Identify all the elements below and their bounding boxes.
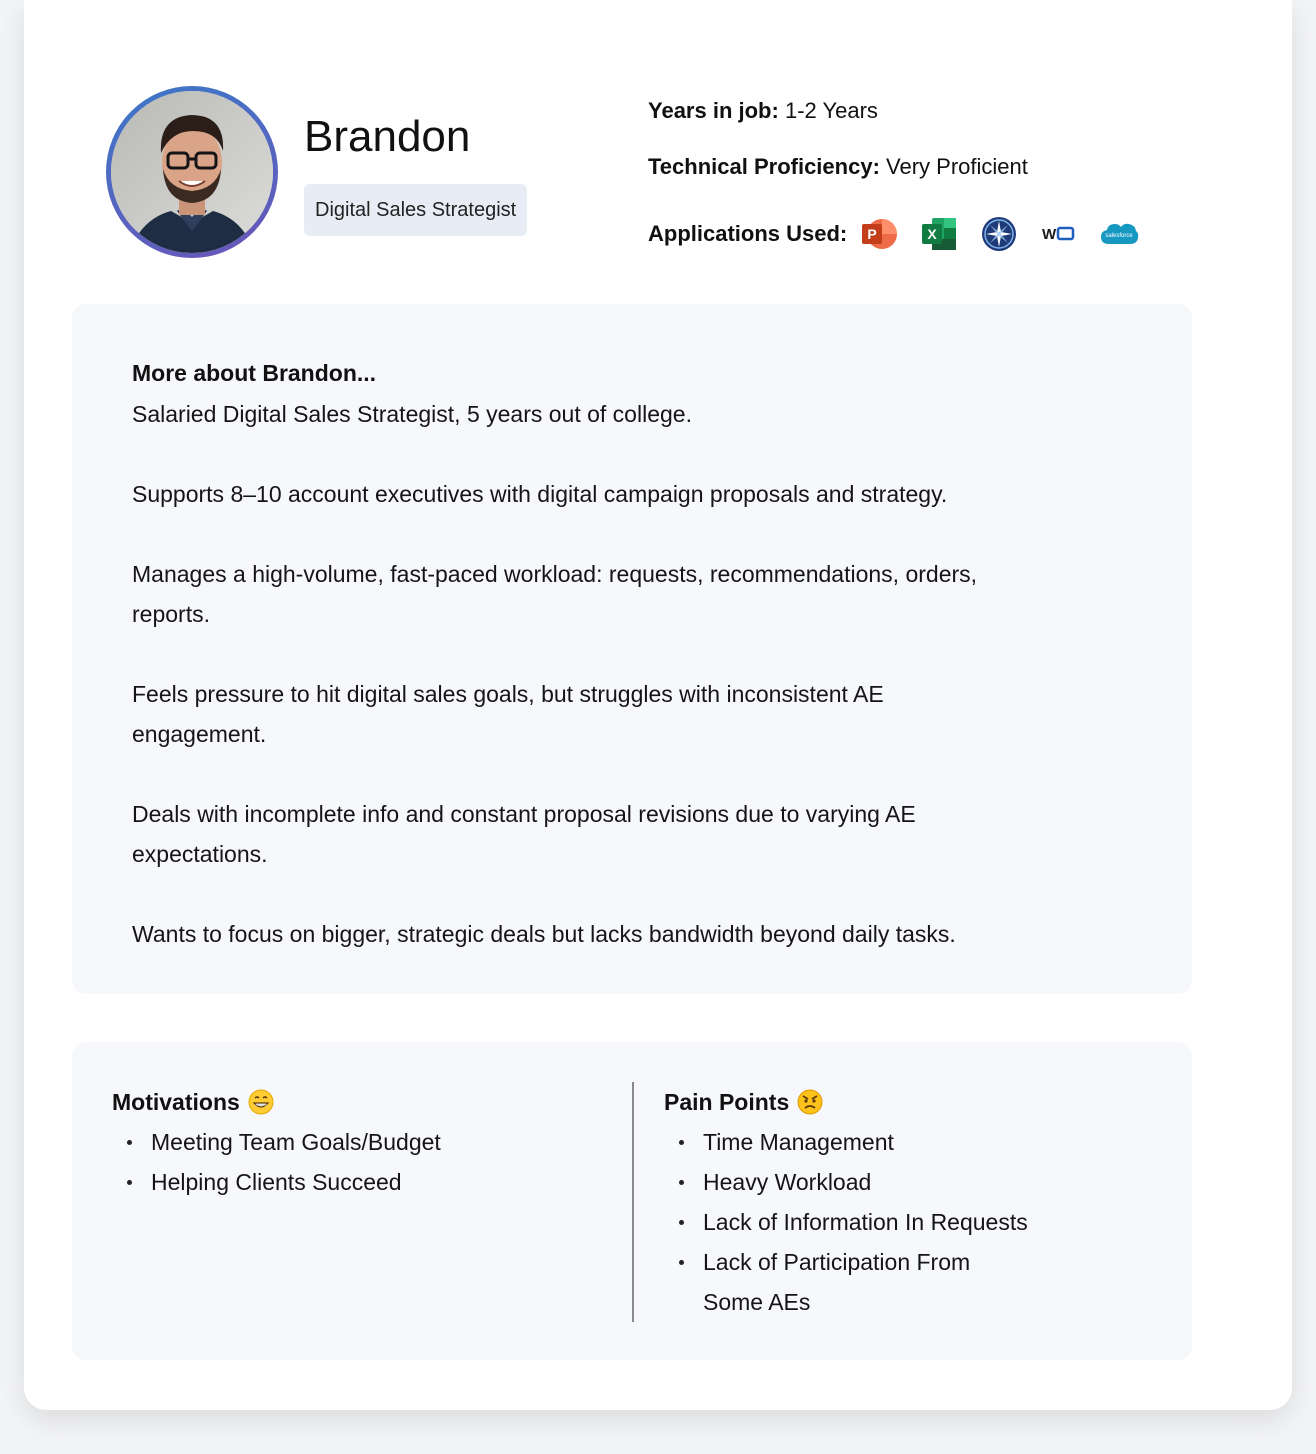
pain-points-list: [664, 1122, 1104, 1322]
list-item: [664, 1122, 1104, 1162]
profile-photo: [111, 91, 273, 253]
apps-label: Applications Used:: [648, 221, 848, 246]
svg-text:X: X: [927, 226, 937, 242]
years-value: 1-2 Years: [784, 98, 878, 123]
compass-star-icon: [979, 214, 1019, 254]
motivations-heading: [112, 1082, 612, 1122]
about-paragraph: Feels pressure to hit digital sales goals, but struggles with inconsistent AE engagement.: [132, 681, 884, 747]
proficiency-value: Very Proficient: [886, 154, 1028, 179]
svg-text:W: W: [1042, 226, 1057, 243]
proficiency-label: Technical Proficiency:: [648, 154, 880, 179]
svg-text:P: P: [867, 226, 877, 242]
about-text: [132, 394, 1132, 954]
bullet-icon: [127, 1180, 132, 1185]
years-in-job: [648, 98, 878, 124]
pain-point-text: Lack of Information In Requests: [703, 1209, 1028, 1235]
bullet-icon: [679, 1180, 684, 1185]
bullet-icon: [127, 1140, 132, 1145]
about-title: More about Brandon...: [132, 360, 377, 386]
pain-point-text: Heavy Workload: [703, 1169, 872, 1195]
about-paragraph: Salaried Digital Sales Strategist, 5 years out of college.: [132, 401, 692, 427]
excel-icon: [919, 214, 959, 254]
applications-used: [648, 214, 1159, 254]
list-item: [664, 1162, 1104, 1202]
svg-text:salesforce: salesforce: [1105, 233, 1133, 239]
pain-points-column: [664, 1082, 1104, 1322]
list-item: [112, 1162, 612, 1202]
bullet-icon: [679, 1220, 684, 1225]
powerpoint-icon: [859, 214, 899, 254]
column-divider: [632, 1082, 634, 1322]
bullet-icon: [679, 1140, 684, 1145]
motivations-pain-points-panel: [72, 1042, 1192, 1360]
list-item: [664, 1242, 1023, 1322]
motivations-column: [112, 1082, 612, 1202]
salesforce-icon: [1099, 214, 1139, 254]
motivation-text: Meeting Team Goals/Budget: [151, 1129, 441, 1155]
motivation-text: Helping Clients Succeed: [151, 1169, 402, 1195]
list-item: [664, 1202, 1104, 1242]
avatar: [106, 86, 278, 258]
about-panel: [72, 304, 1192, 994]
wo-logo-icon: [1039, 214, 1079, 254]
person-name: Brandon: [304, 112, 471, 161]
grinning-face-icon: [248, 1089, 274, 1115]
technical-proficiency: [648, 154, 1028, 180]
person-photo-icon: [111, 91, 273, 253]
list-item: [112, 1122, 612, 1162]
role-badge: Digital Sales Strategist: [304, 184, 527, 236]
about-paragraph: Wants to focus on bigger, strategic deals but lacks bandwidth beyond daily tasks.: [132, 921, 956, 947]
pain-point-text: Time Management: [703, 1129, 894, 1155]
pain-points-title: Pain Points: [664, 1089, 790, 1115]
pain-point-text: Lack of Participation From Some AEs: [703, 1249, 971, 1315]
pain-points-heading: [664, 1082, 1104, 1122]
persona-card: [24, 0, 1292, 1410]
about-paragraph: Manages a high-volume, fast-paced workload: requests, recommendations, orders, reports.: [132, 561, 978, 627]
motivations-list: [112, 1122, 612, 1202]
angry-face-icon: [797, 1089, 823, 1115]
about-paragraph: Supports 8–10 account executives with digital campaign proposals and strategy.: [132, 481, 948, 507]
about-paragraph: Deals with incomplete info and constant proposal revisions due to varying AE expectations.: [132, 801, 916, 867]
bullet-icon: [679, 1260, 684, 1265]
years-label: Years in job:: [648, 98, 779, 123]
motivations-title: Motivations: [112, 1089, 240, 1115]
